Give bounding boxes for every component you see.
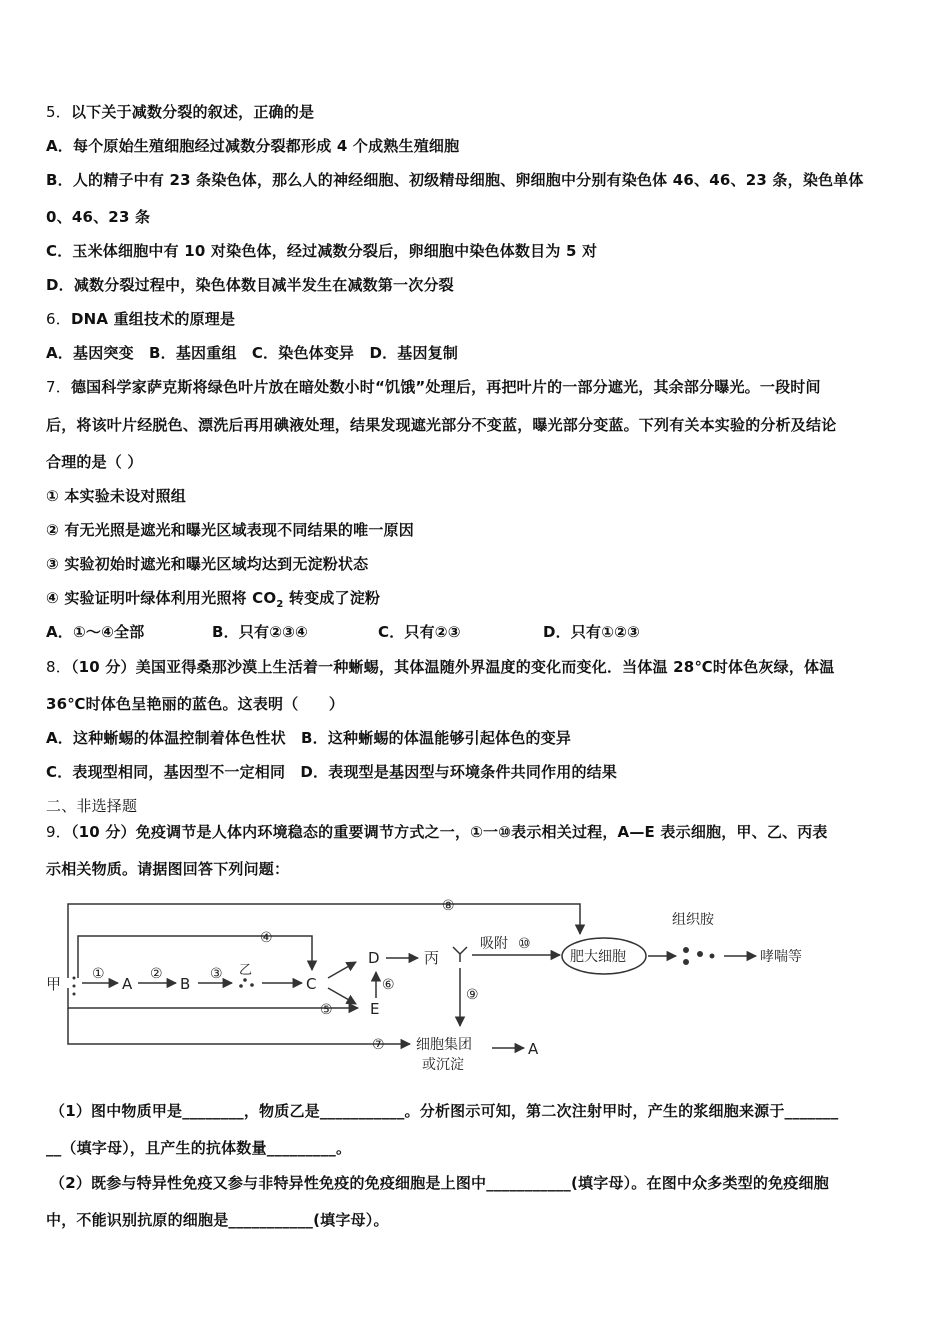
q7-number: 7． <box>46 378 71 396</box>
q5-stem <box>46 102 314 122</box>
q7-s4-post: 转变成了淀粉 <box>283 589 381 607</box>
q7-s4-sub: 2 <box>276 599 284 610</box>
q5-option-b-line1: B．人的精子中有 23 条染色体，那么人的神经细胞、初级精母细胞、卵细胞中分别有染色体 46、46、23 条，染色单体 <box>46 171 864 189</box>
q8-stem-line1 <box>46 657 834 677</box>
q7-stem-line3: 合理的是（ ） <box>46 453 143 471</box>
q9-stem-line2: 示相关物质。请据图回答下列问题： <box>46 860 290 878</box>
label-B: B <box>180 975 191 993</box>
label-jia: 甲 <box>46 975 62 993</box>
q9-part2-line2: 中，不能识别抗原的细胞是___________(填字母）。 <box>46 1211 389 1229</box>
q9-part1-line2: __（填字母），且产生的抗体数量_________。 <box>46 1139 352 1157</box>
label-wheeze: 哮喘等 <box>760 949 802 965</box>
q9-stem-line1 <box>46 822 828 842</box>
q7-statement-4 <box>46 588 380 615</box>
q5-option-b-line2: 0、46、23 条 <box>46 208 151 226</box>
q7-option-b: B．只有②③④ <box>212 623 308 641</box>
q7-line1-text: 德国科学家萨克斯将绿色叶片放在暗处数小时“饥饿”处理后，再把叶片的一部分遮光，其余部分曝光。一段时间 <box>70 378 821 396</box>
label-adsorb: 吸附 <box>480 936 508 952</box>
q8-number: 8． <box>46 658 71 676</box>
q6-stem-text: DNA 重组技术的原理是 <box>70 310 236 328</box>
label-c4: ④ <box>260 930 273 946</box>
q7-option-d: D．只有①②③ <box>543 623 640 641</box>
q6-number: 6． <box>46 310 71 328</box>
q5-option-c: C．玉米体细胞中有 10 对染色体，经过减数分裂后，卵细胞中染色体数目为 5 对 <box>46 242 598 260</box>
q7-statement-2: ② 有无光照是遮光和曝光区域表现不同结果的唯一原因 <box>46 521 414 539</box>
q8-stem-line2: 36℃时体色呈艳丽的蓝色。这表明（ ） <box>46 695 345 713</box>
q7-option-c: C．只有②③ <box>378 623 461 641</box>
label-bing: 丙 <box>424 949 440 967</box>
q8-options-ab: A．这种蜥蜴的体温控制着体色性状 B．这种蜥蜴的体温能够引起体色的变异 <box>46 729 572 747</box>
label-A: A <box>122 975 133 993</box>
q9-part2-line1: （2）既参与特异性免疫又参与非特异性免疫的免疫细胞是上图中___________(填字母）。在图中众多类型的免疫细胞 <box>50 1174 829 1192</box>
q7-s4-pre: ④ 实验证明叶绿体利用光照将 CO <box>46 589 277 607</box>
q9-line1-text: （10 分）免疫调节是人体内环境稳态的重要调节方式之一，①一⑩表示相关过程，A—E 表示细胞，甲、乙、丙表 <box>70 823 828 841</box>
label-c10: ⑩ <box>518 936 531 952</box>
label-c2: ② <box>150 966 163 982</box>
immune-diagram <box>40 890 840 1080</box>
q7-stem-line2: 后，将该叶片经脱色、漂洗后再用碘液处理，结果发现遮光部分不变蓝，曝光部分变蓝。下列有关本实验的分析及结论 <box>46 416 837 434</box>
q6-stem <box>46 309 235 329</box>
q8-line1-text: （10 分）美国亚得桑那沙漠上生活着一种蜥蜴，其体温随外界温度的变化而变化．当体温 28℃时体色灰绿，体温 <box>70 658 835 676</box>
label-c9: ⑨ <box>466 987 479 1003</box>
label-cluster-2: 或沉淀 <box>422 1057 464 1073</box>
label-c7: ⑦ <box>372 1037 385 1053</box>
q9-part1-line1: （1）图中物质甲是________，物质乙是___________。分析图示可知，第二次注射甲时，产生的浆细胞来源于_______ <box>50 1102 839 1120</box>
q5-number: 5． <box>46 103 71 121</box>
label-mast-cell: 肥大细胞 <box>570 949 626 965</box>
label-A-final: A <box>528 1040 539 1058</box>
label-cluster-1: 细胞集团 <box>416 1037 472 1053</box>
label-c8: ⑧ <box>442 898 455 914</box>
q9-number: 9． <box>46 823 71 841</box>
q7-stem-line1 <box>46 377 821 397</box>
q6-options: A．基因突变 B．基因重组 C．染色体变异 D．基因复制 <box>46 344 459 362</box>
label-c1: ① <box>92 966 105 982</box>
label-E: E <box>370 1000 380 1018</box>
q5-option-a: A．每个原始生殖细胞经过减数分裂都形成 4 个成熟生殖细胞 <box>46 137 460 155</box>
label-yi: 乙 <box>239 963 253 978</box>
q8-options-cd: C．表现型相同，基因型不一定相同 D．表现型是基因型与环境条件共同作用的结果 <box>46 763 618 781</box>
q7-statement-1: ① 本实验未设对照组 <box>46 487 186 505</box>
q5-stem-text: 以下关于减数分裂的叙述，正确的是 <box>70 103 315 121</box>
label-D: D <box>368 949 380 967</box>
label-histamine: 组织胺 <box>672 912 714 928</box>
section-heading: 二、非选择题 <box>46 797 138 815</box>
q7-statement-3: ③ 实验初始时遮光和曝光区域均达到无淀粉状态 <box>46 555 369 573</box>
q7-option-a: A．①～④全部 <box>46 623 145 641</box>
label-c5: ⑤ <box>320 1002 333 1018</box>
label-c3: ③ <box>210 966 223 982</box>
label-C: C <box>306 975 317 993</box>
label-c6: ⑥ <box>382 977 395 993</box>
q5-option-d: D．减数分裂过程中，染色体数目减半发生在减数第一次分裂 <box>46 276 454 294</box>
